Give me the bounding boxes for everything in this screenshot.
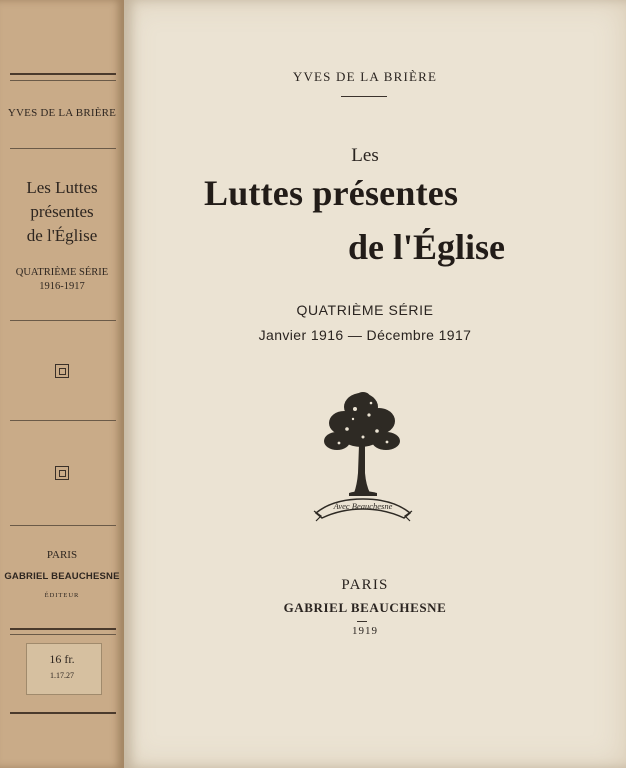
spine-author: YVES DE LA BRIÈRE xyxy=(7,107,117,119)
spine-rule xyxy=(10,628,116,630)
spine-rule xyxy=(10,80,116,81)
spine-rule xyxy=(10,420,116,421)
spine-rule xyxy=(10,634,116,635)
publication-year: 1919 xyxy=(352,625,378,637)
book-dates: Janvier 1916 — Décembre 1917 xyxy=(258,327,472,343)
book-series: QUATRIÈME SÉRIE xyxy=(296,302,434,318)
spine-series-line: QUATRIÈME SÉRIE xyxy=(15,267,109,278)
spine-rule xyxy=(10,525,116,526)
emblem-motto: Avec Beauchesne xyxy=(333,501,393,511)
spine-price: 16 fr. xyxy=(49,652,75,666)
publication-place: PARIS xyxy=(341,577,389,593)
spine-publisher: GABRIEL BEAUCHESNE xyxy=(4,571,120,582)
spine-ornament-icon xyxy=(55,364,69,378)
spine-title-line: présentes xyxy=(30,202,94,221)
publisher-rule xyxy=(357,621,367,622)
book-author: YVES DE LA BRIÈRE xyxy=(292,69,438,84)
spine-ornament-icon xyxy=(55,466,69,480)
spine-title xyxy=(0,176,124,248)
spine-publisher-role: ÉDITEUR xyxy=(44,592,80,599)
spine-code: 1.17.27 xyxy=(50,671,74,680)
book-title-line1: Luttes présentes xyxy=(204,173,459,213)
book-spine xyxy=(0,0,124,768)
publisher-name: GABRIEL BEAUCHESNE xyxy=(283,600,447,615)
spine-series-line: 1916-1917 xyxy=(39,281,85,292)
spine-rule xyxy=(10,148,116,149)
price-label xyxy=(26,643,102,695)
spine-title-line: de l'Église xyxy=(26,226,98,245)
spine-series xyxy=(0,266,124,294)
title-page xyxy=(124,0,626,768)
spine-rule xyxy=(10,320,116,321)
book-title-line2: de l'Église xyxy=(348,227,506,267)
spine-place: PARIS xyxy=(46,549,78,561)
spine-rule xyxy=(10,73,116,75)
title-prefix: Les xyxy=(351,145,379,166)
author-rule xyxy=(341,96,387,97)
spine-title-line: Les Luttes xyxy=(26,178,98,197)
publisher-tree-emblem-icon xyxy=(311,385,415,530)
spine-rule xyxy=(10,712,116,714)
